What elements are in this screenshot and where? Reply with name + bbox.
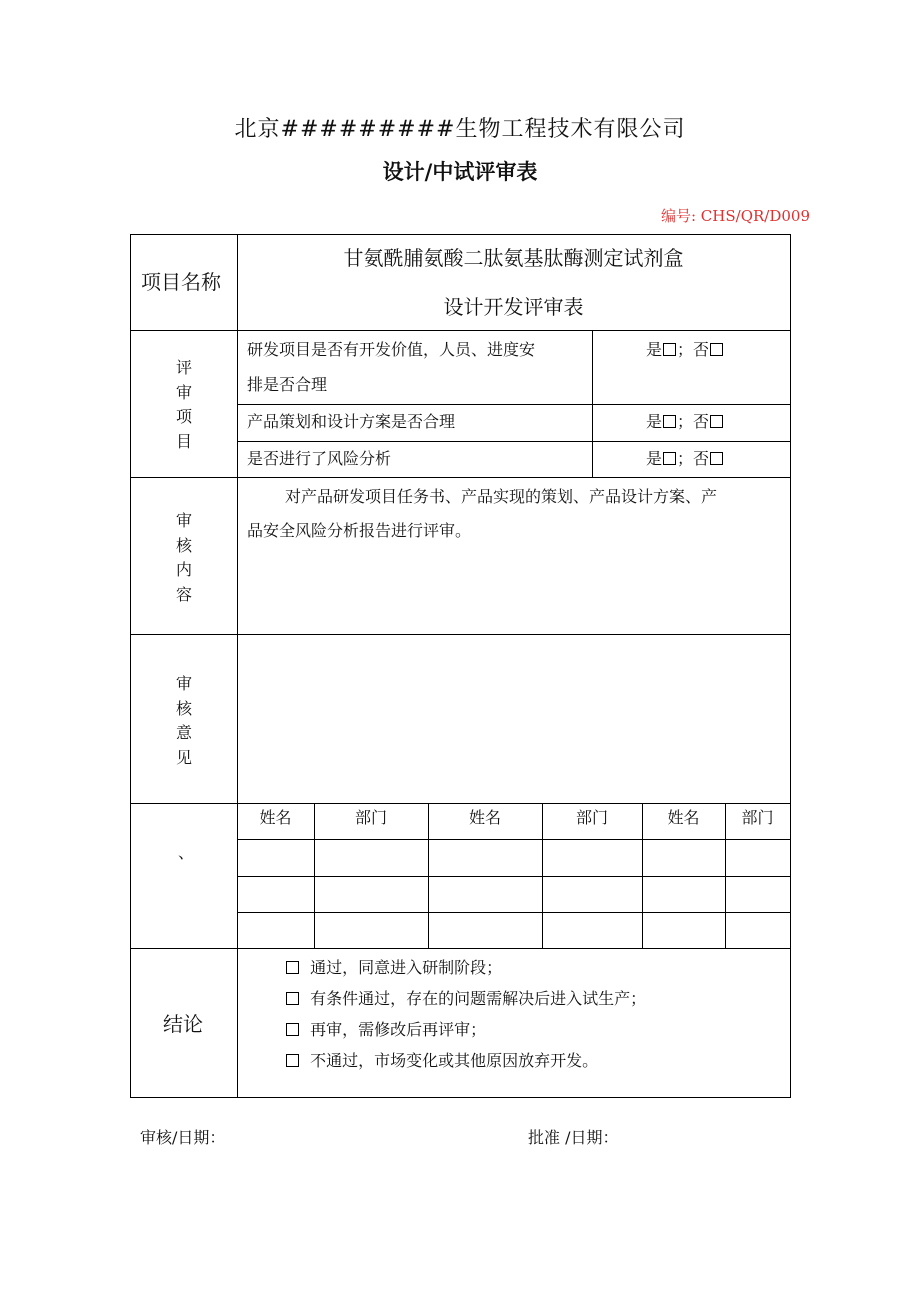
project-name-line1: 甘氨酰脯氨酸二肽氨基肽酶测定试剂盒 [343, 246, 684, 270]
project-label: 项目名称 [141, 270, 221, 294]
conclusion-option-4[interactable]: 不通过，市场变化或其他原因放弃开发。 [285, 1053, 598, 1069]
audit-content-line1: 对产品研发项目任务书、产品实现的策划、产品设计方案、产 [285, 487, 718, 506]
checkbox-icon[interactable] [286, 961, 299, 974]
checkbox-icon[interactable] [286, 992, 299, 1005]
review-date-label: 审核/日期： [140, 1128, 226, 1147]
conclusion-option-2[interactable]: 有条件通过，存在的问题需解决后进入试生产； [285, 991, 646, 1007]
sig-header-name-2: 姓名 [468, 808, 501, 827]
review-items-label: 评 审 项 目 [175, 358, 192, 451]
company-name: 北京#########生物工程技术有限公司 [234, 117, 686, 142]
review-question-1-line2: 排是否合理 [247, 375, 328, 394]
review-answer-2: 是 ；否 [646, 414, 724, 430]
sig-header-name-3: 姓名 [667, 808, 700, 827]
sig-header-name-1: 姓名 [259, 808, 292, 827]
form-title: 设计/中试评审表 [382, 159, 538, 184]
conclusion-option-1[interactable]: 通过，同意进入研制阶段； [285, 960, 502, 976]
review-question-2: 产品策划和设计方案是否合理 [247, 412, 456, 431]
sig-header-dept-2: 部门 [575, 808, 608, 827]
audit-content-line2: 品安全风险分析报告进行评审。 [247, 521, 472, 540]
sig-header-dept-1: 部门 [354, 808, 387, 827]
form-code: 编号: CHS/QR/D009 [660, 207, 810, 225]
audit-opinion-field[interactable] [238, 635, 790, 802]
review-answer-3: 是 ；否 [646, 451, 724, 467]
audit-content-label: 审 核 内 容 [175, 511, 192, 604]
approve-date-label: 批准 /日期： [528, 1128, 619, 1147]
no-checkbox[interactable] [710, 415, 723, 428]
conclusion-label: 结论 [163, 1012, 203, 1036]
no-checkbox[interactable] [710, 343, 723, 356]
project-name-line2: 设计开发评审表 [443, 295, 584, 319]
yes-checkbox[interactable] [663, 343, 676, 356]
review-question-3: 是否进行了风险分析 [247, 449, 392, 468]
yes-checkbox[interactable] [663, 415, 676, 428]
conclusion-option-3[interactable]: 再审，需修改后再评审； [285, 1022, 486, 1038]
no-checkbox[interactable] [710, 452, 723, 465]
checkbox-icon[interactable] [286, 1023, 299, 1036]
yes-checkbox[interactable] [663, 452, 676, 465]
review-question-1-line1: 研发项目是否有开发价值，人员、进度安 [247, 340, 536, 359]
checkbox-icon[interactable] [286, 1054, 299, 1067]
signature-mark: 、 [178, 843, 195, 862]
review-answer-1: 是 ；否 [646, 342, 724, 358]
sig-header-dept-3: 部门 [741, 808, 774, 827]
audit-opinion-label: 审 核 意 见 [175, 674, 192, 767]
